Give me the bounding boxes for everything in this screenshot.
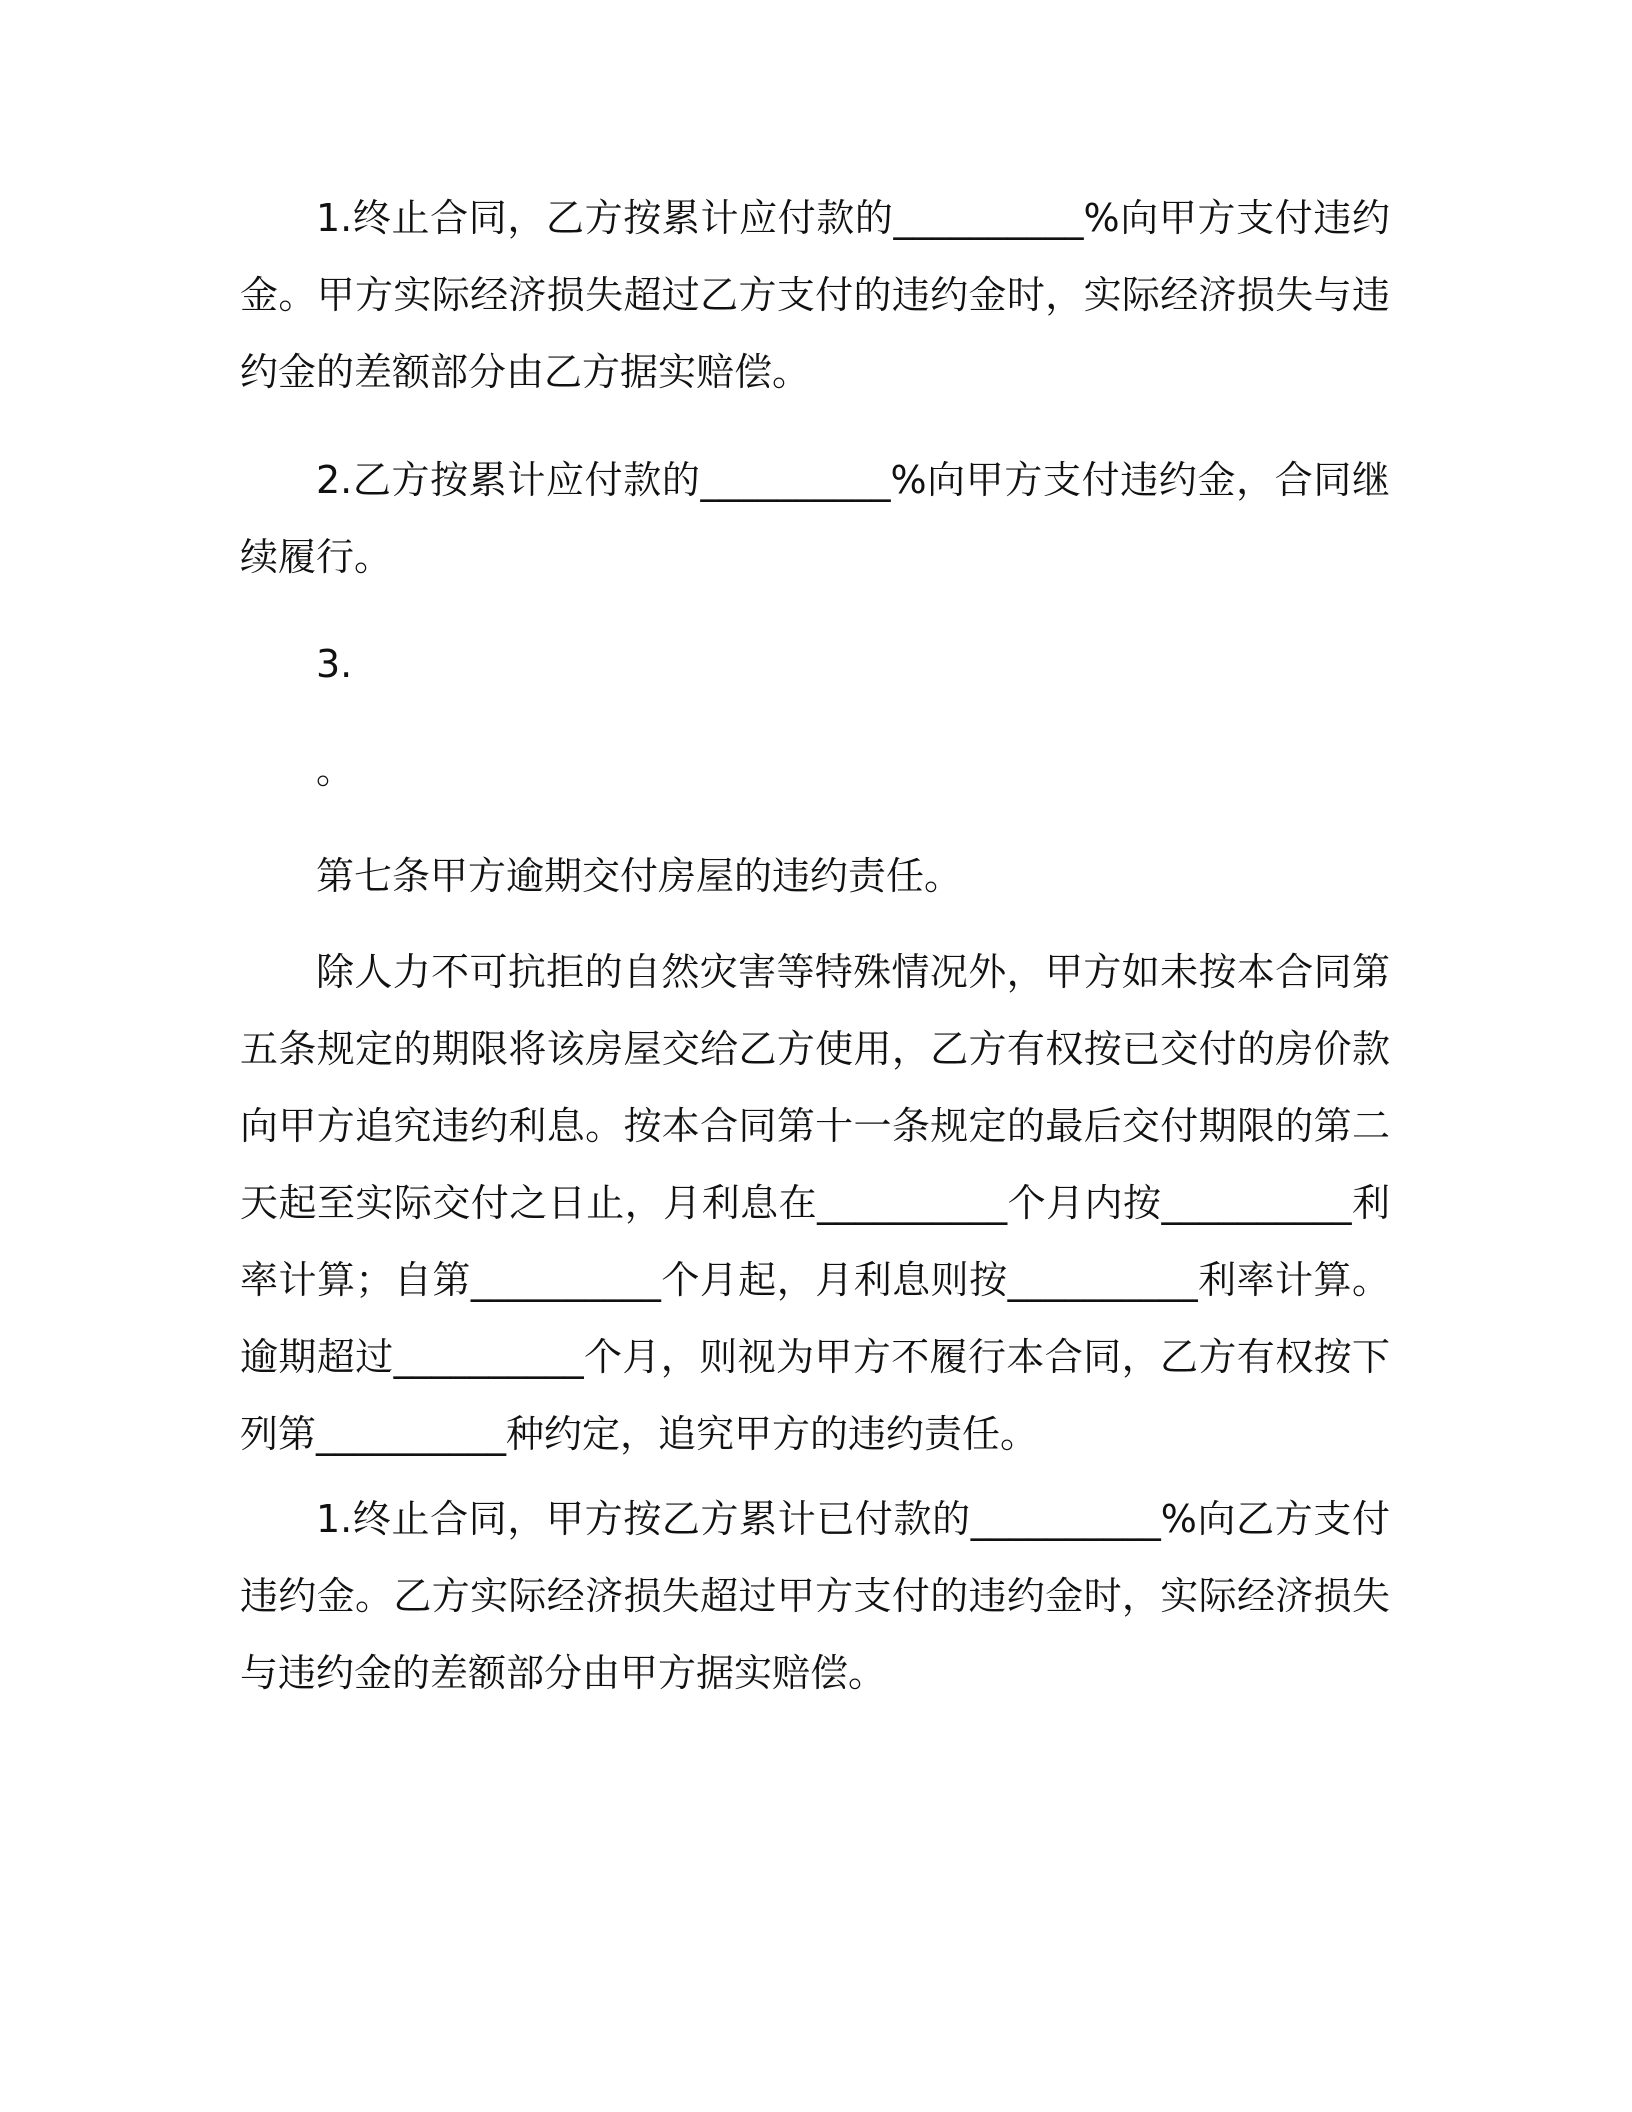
clause-1-terminate-contract-paragraph: 1.终止合同，乙方按累计应付款的__________%向甲方支付违约金。甲方实际经济损失超过乙方支付的违约金时，实际经济损失与违约金的差额部分由乙方据实赔偿。 — [240, 196, 1390, 394]
clause-3-paragraph: 3. — [316, 642, 353, 686]
clause-2-continue-contract-paragraph: 2.乙方按累计应付款的__________%向甲方支付违约金，合同继续履行。 — [240, 458, 1390, 579]
article-7-body-paragraph: 除人力不可抗拒的自然灾害等特殊情况外，甲方如未按本合同第五条规定的期限将该房屋交给乙方使用，乙方有权按已交付的房价款向甲方追究违约利息。按本合同第十一条规定的最后交付期限的第二天起至实际交付之日止，月利息在__________个月内按__________利率计算；自第__________个月起，月利息则按__________利率计算。逾期超过__________个月，则视为甲方不履行本合同，乙方有权按下列第__________种约定，追究甲方的违约责任。 — [240, 950, 1390, 1456]
article-7-heading: 第七条甲方逾期交付房屋的违约责任。 — [316, 854, 963, 898]
article-7-clause-1-paragraph: 1.终止合同，甲方按乙方累计已付款的__________%向乙方支付违约金。乙方实际经济损失超过甲方支付的违约金时，实际经济损失与违约金的差额部分由甲方据实赔偿。 — [240, 1497, 1390, 1695]
blank-clause-end-paragraph: 。 — [316, 748, 355, 792]
